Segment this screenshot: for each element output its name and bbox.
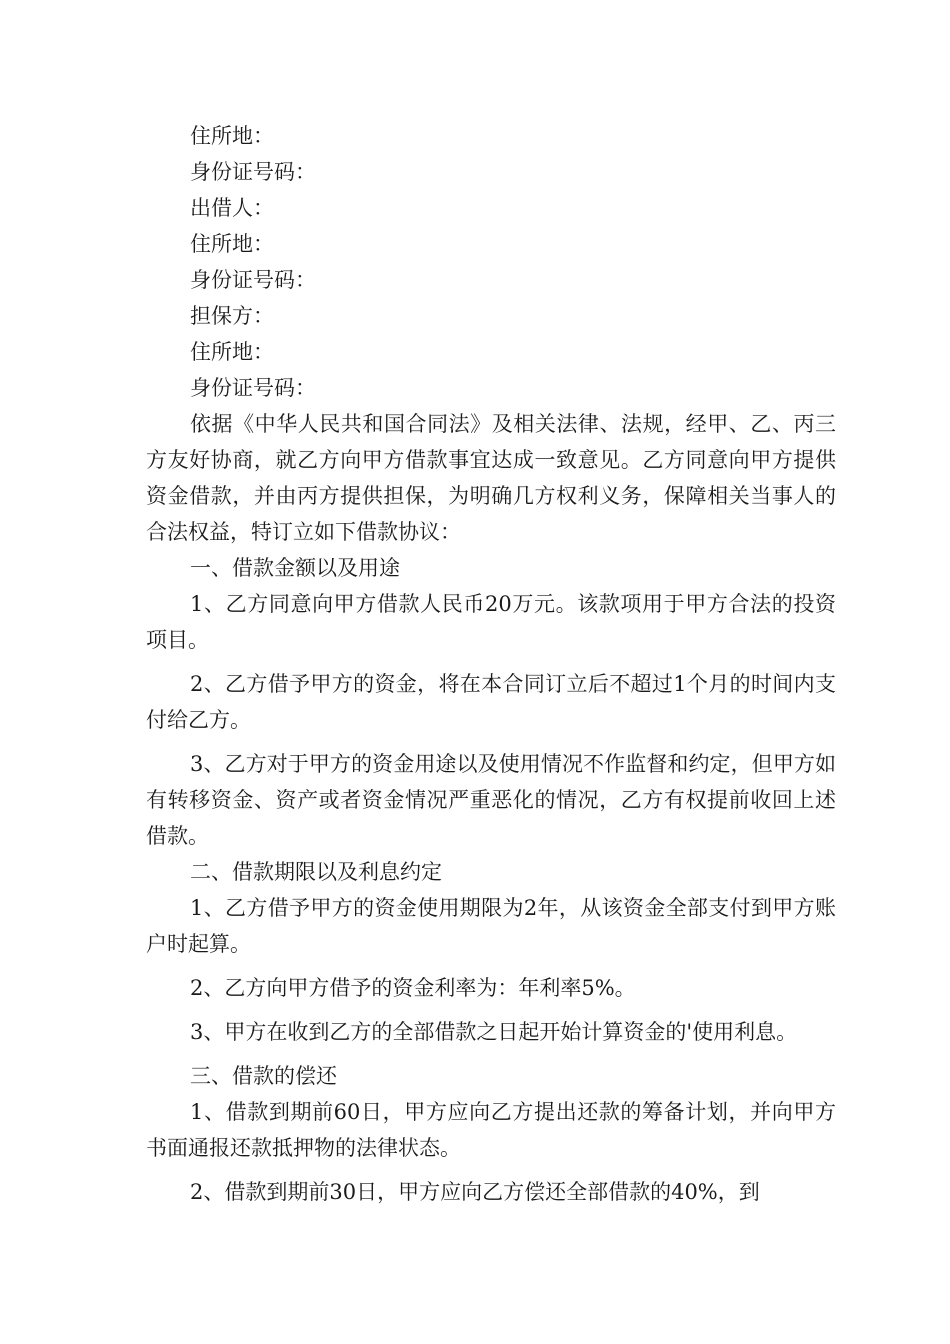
party-field-lender: 出借人：	[190, 196, 274, 220]
clause-paragraph: 2、乙方借予甲方的资金，将在本合同订立后不超过1个月的时间内支付给乙方。	[146, 672, 836, 732]
clause-paragraph: 3、乙方对于甲方的资金用途以及使用情况不作监督和约定，但甲方如有转移资金、资产或者资金情况严重恶化的情况，乙方有权提前收回上述借款。	[146, 752, 836, 848]
section-heading: 一、借款金额以及用途	[190, 556, 400, 580]
document-body	[146, 118, 836, 1210]
clause-paragraph: 3、甲方在收到乙方的全部借款之日起开始计算资金的'使用利息。	[190, 1020, 798, 1044]
intro-paragraph: 依据《中华人民共和国合同法》及相关法律、法规，经甲、乙、丙三方友好协商，就乙方向甲方借款事宜达成一致意见。乙方同意向甲方提供资金借款，并由丙方提供担保，为明确几方权利义务，保障相关当事人的合法权益，特订立如下借款协议：	[146, 412, 836, 544]
clause-paragraph: 1、乙方同意向甲方借款人民币20万元。该款项用于甲方合法的投资项目。	[146, 592, 836, 652]
party-field-id-number: 身份证号码：	[190, 376, 316, 400]
clause-paragraph: 1、乙方借予甲方的资金使用期限为2年，从该资金全部支付到甲方账户时起算。	[146, 896, 836, 956]
clause-paragraph: 1、借款到期前60日，甲方应向乙方提出还款的筹备计划，并向甲方书面通报还款抵押物的法律状态。	[146, 1100, 836, 1160]
clause-paragraph: 2、借款到期前30日，甲方应向乙方偿还全部借款的40%，到	[190, 1180, 760, 1204]
party-field-address: 住所地：	[190, 232, 274, 256]
party-field-id-number: 身份证号码：	[190, 160, 316, 184]
party-field-address: 住所地：	[190, 124, 274, 148]
section-heading: 二、借款期限以及利息约定	[190, 860, 442, 884]
party-field-guarantor: 担保方：	[190, 304, 274, 328]
party-field-address: 住所地：	[190, 340, 274, 364]
party-field-id-number: 身份证号码：	[190, 268, 316, 292]
clause-paragraph: 2、乙方向甲方借予的资金利率为：年利率5%。	[190, 976, 636, 1000]
section-heading: 三、借款的偿还	[190, 1064, 337, 1088]
